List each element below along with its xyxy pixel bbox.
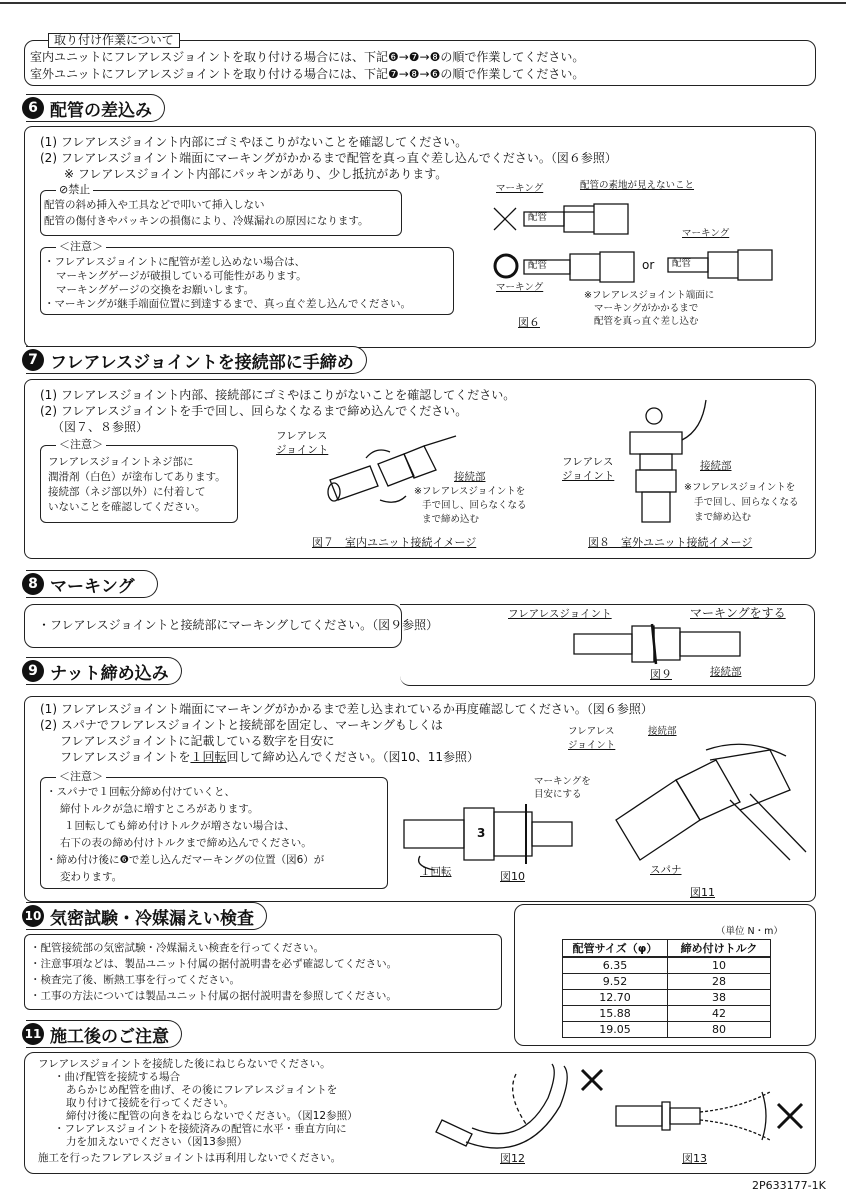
fig8-label: 図８ 室外ユニット接続イメージ xyxy=(588,536,753,549)
intro-line-1: 室内ユニットにフレアレスジョイントを取り付ける場合には、下記❻→❼→❽の順で作業してください。 xyxy=(30,50,585,64)
s9-caution-4: 右下の表の締め付けトルクまで締め込んでください。 xyxy=(60,837,312,849)
s10-bullet-2: ・注意事項などは、製品ユニット付属の据付説明書を必ず確認してください。 xyxy=(30,958,398,970)
fig6-note-3: 配管を真っ直ぐ差し込む xyxy=(594,316,699,327)
s7-caution-2: 潤滑剤（白色）が塗布してあります。 xyxy=(48,471,226,483)
s11-title: 施工後のご注意 xyxy=(50,1026,169,1047)
torque-col-size: 配管サイズ（φ） xyxy=(563,940,668,958)
s6-caution-label: ＜注意＞ xyxy=(56,240,106,253)
s6-title: 配管の差込み xyxy=(50,100,152,121)
s11-line-5: 締付け後に配管の向きをねじらないでください。（図12参照） xyxy=(66,1110,358,1122)
s9-caution-3: １回転しても締め付けトルクが増さない場合は、 xyxy=(64,820,295,832)
fig6-marking-bottom: マーキング xyxy=(496,282,544,293)
table-row: 9.52 28 xyxy=(563,974,771,990)
fig11-spanner: スパナ xyxy=(650,864,682,876)
s10-bullet-1: ・配管接続部の気密試験・冷媒漏えい検査を行ってください。 xyxy=(30,942,324,954)
s10-title: 気密試験・冷媒漏えい検査 xyxy=(50,908,254,929)
fig6-label: 図６ xyxy=(518,316,540,329)
fig10-label: 図10 xyxy=(500,870,525,883)
fig11-joint-1: フレアレス xyxy=(568,726,615,737)
fig8-note-1: ※フレアレスジョイントを xyxy=(684,482,796,493)
fig10-mark-2: 目安にする xyxy=(534,789,582,800)
s6-prohibit-1: 配管の斜め挿入や工具などで叩いて挿入しない xyxy=(44,199,265,211)
top-rule xyxy=(0,2,846,4)
fig7-joint-2: ジョイント xyxy=(276,444,329,456)
fig10-turn: １回転 xyxy=(420,866,452,878)
torque-table-header xyxy=(563,940,771,958)
s9-heading xyxy=(26,657,182,685)
fig7-note-3: まで締め込む xyxy=(422,514,480,525)
intro-title: 取り付け作業について xyxy=(48,33,180,48)
torque-table xyxy=(562,939,771,1038)
s9-line-3: フレアレスジョイントに記載している数字を目安に xyxy=(60,734,335,748)
intro-line-2: 室外ユニットにフレアレスジョイントを取り付ける場合には、下記❼→❽→❻の順で作業してください。 xyxy=(30,67,585,81)
s6-line-1: (1) フレアレスジョイント内部にゴミやほこりがないことを確認してください。 xyxy=(40,135,468,149)
fig6-pipe-ok2: 配管 xyxy=(672,258,692,269)
s8-title: マーキング xyxy=(50,576,135,597)
s11-line-1: フレアレスジョイントを接続した後にねじらないでください。 xyxy=(38,1058,331,1070)
fig7-note-2: 手で回し、回らなくなる xyxy=(422,500,527,511)
s6-caution-1: ・フレアレスジョイントに配管が差し込めない場合は、 xyxy=(44,256,306,268)
table-row: 19.05 80 xyxy=(563,1022,771,1038)
s7-caution-1: フレアレスジョイントネジ部に xyxy=(48,456,194,468)
fig9-mark: マーキングをする xyxy=(690,606,786,620)
fig6-pipe-wrong: 配管 xyxy=(528,212,548,223)
fig7-joint-1: フレアレス xyxy=(276,430,328,442)
s9-caution-2: 締付トルクが急に増すところがあります。 xyxy=(60,803,259,815)
fig6-marking-right: マーキング xyxy=(682,228,730,239)
s11-line-8: 施工を行ったフレアレスジョイントは再利用しないでください。 xyxy=(38,1152,342,1164)
fig9-joint: フレアレスジョイント xyxy=(508,608,612,620)
fig6-bare-note: 配管の素地が見えないこと xyxy=(580,180,695,191)
fig6-pipe-ok: 配管 xyxy=(528,260,548,271)
fig12-label: 図12 xyxy=(500,1152,525,1165)
table-row: 15.88 42 xyxy=(563,1006,771,1022)
torque-unit: （単位 N・m） xyxy=(716,926,783,937)
s9-line-1: (1) フレアレスジョイント端面にマーキングがかかるまで差し込まれているか再度確認してください。（図６参照） xyxy=(40,702,653,716)
s9-title: ナット締め込み xyxy=(50,663,169,684)
fig6-note-2: マーキングがかかるまで xyxy=(594,303,699,314)
s6-prohibit-label: ⊘禁止 xyxy=(56,183,93,196)
table-row: 6.35 10 xyxy=(563,957,771,974)
s7-caution-label: ＜注意＞ xyxy=(56,438,106,451)
s9-number: 9 xyxy=(22,660,44,682)
s11-line-4: 取り付けて接続を行ってください。 xyxy=(66,1097,234,1109)
fig8-note-2: 手で回し、回らなくなる xyxy=(694,497,799,508)
fig9-label: 図９ xyxy=(650,668,672,681)
fig7-label: 図７ 室内ユニット接続イメージ xyxy=(312,536,477,549)
s8-number: 8 xyxy=(22,573,44,595)
s11-line-7: 力を加えないでください（図13参照） xyxy=(66,1136,248,1148)
s10-number: 10 xyxy=(22,905,44,927)
fig10-digit: 3 xyxy=(477,826,486,840)
s7-caution-4: いないことを確認してください。 xyxy=(48,501,206,513)
prohibit-icon: ⊘ xyxy=(59,183,69,196)
s6-heading xyxy=(26,94,165,122)
s10-bullet-4: ・工事の方法については製品ユニット付属の据付説明書を参照してください。 xyxy=(30,990,397,1002)
s7-line-1: (1) フレアレスジョイント内部、接続部にゴミやほこりがないことを確認してください。 xyxy=(40,388,516,402)
fig7-note-1: ※フレアレスジョイントを xyxy=(414,486,526,497)
s7-heading xyxy=(26,346,367,374)
fig8-conn: 接続部 xyxy=(700,460,732,472)
s10-bullet-3: ・検査完了後、断熱工事を行ってください。 xyxy=(30,974,240,986)
s7-title: フレアレスジョイントを接続部に手締め xyxy=(50,352,354,373)
fig13-label: 図13 xyxy=(682,1152,707,1165)
fig11-illustration xyxy=(610,740,810,880)
fig13-illustration xyxy=(612,1082,808,1152)
s7-line-2: (2) フレアレスジョイントを手で回し、回らなくなるまで締め込んでください。 xyxy=(40,404,468,418)
s9-line-4: フレアレスジョイントを１回転回して締め込んでください。（図10、11参照） xyxy=(60,750,480,764)
s9-caution-1: ・スパナで１回転分締め付けていくと、 xyxy=(46,786,235,798)
fig10-illustration xyxy=(400,800,580,870)
fig8-joint-2: ジョイント xyxy=(562,470,615,482)
s6-prohibit-2: 配管の傷付きやパッキンの損傷により、冷媒漏れの原因になります。 xyxy=(44,215,369,227)
torque-col-torque: 締め付けトルク xyxy=(668,940,771,958)
s11-line-2: ・曲げ配管を接続する場合 xyxy=(54,1071,180,1083)
s9-caution-5: ・締め付け後に❻で差し込んだマーキングの位置（図6）が xyxy=(46,854,325,866)
s11-heading xyxy=(26,1020,182,1048)
s6-line-3: ※ フレアレスジョイント内部にパッキンがあり、少し抵抗があります。 xyxy=(64,167,448,181)
s6-caution-4: ・マーキングが継手端面位置に到達するまで、真っ直ぐ差し込んでください。 xyxy=(44,298,411,310)
s11-line-6: ・フレアレスジョイントを接続済みの配管に水平・垂直方向に xyxy=(54,1123,347,1135)
s9-caution-label: ＜注意＞ xyxy=(56,770,106,783)
s6-number: 6 xyxy=(22,97,44,119)
fig8-note-3: まで締め込む xyxy=(694,512,752,523)
fig11-label: 図11 xyxy=(690,886,715,899)
s6-caution-2: マーキングゲージが破損している可能性があります。 xyxy=(56,270,307,282)
s10-heading xyxy=(26,902,267,930)
fig11-joint-2: ジョイント xyxy=(568,740,616,751)
fig6-or: or xyxy=(642,258,655,272)
s8-heading xyxy=(26,570,158,598)
fig10-mark-1: マーキングを xyxy=(534,776,591,787)
fig9-illustration xyxy=(570,620,750,670)
s7-number: 7 xyxy=(22,349,44,371)
s8-line-1: ・フレアレスジョイントと接続部にマーキングしてください。（図９参照） xyxy=(38,618,439,632)
table-row: 12.70 38 xyxy=(563,990,771,1006)
s6-prohibit-box xyxy=(40,190,402,236)
fig9-conn: 接続部 xyxy=(710,666,742,678)
s7-line-3: （図７、８参照） xyxy=(52,420,149,434)
fig7-conn: 接続部 xyxy=(454,471,486,483)
s6-caution-3: マーキングゲージの交換をお願いします。 xyxy=(56,284,255,296)
s11-line-3: あらかじめ配管を曲げ、その後にフレアレスジョイントを xyxy=(66,1084,338,1096)
s11-number: 11 xyxy=(22,1023,44,1045)
s9-line-2: (2) スパナでフレアレスジョイントと接続部を固定し、マーキングもしくは xyxy=(40,718,443,732)
s9-caution-6: 変わります。 xyxy=(60,871,123,883)
fig11-conn: 接続部 xyxy=(648,726,677,737)
fig6-marking-top: マーキング xyxy=(496,183,544,194)
fig6-note-1: ※フレアレスジョイント端面に xyxy=(584,290,715,301)
s6-line-2: (2) フレアレスジョイント端面にマーキングがかかるまで配管を真っ直ぐ差し込んでください。（図６参照） xyxy=(40,151,617,165)
fig12-illustration xyxy=(432,1060,612,1160)
fig8-joint-1: フレアレス xyxy=(562,456,614,468)
s7-caution-3: 接続部（ネジ部以外）に付着して xyxy=(48,486,206,498)
document-code: 2P633177-1K xyxy=(752,1179,826,1192)
